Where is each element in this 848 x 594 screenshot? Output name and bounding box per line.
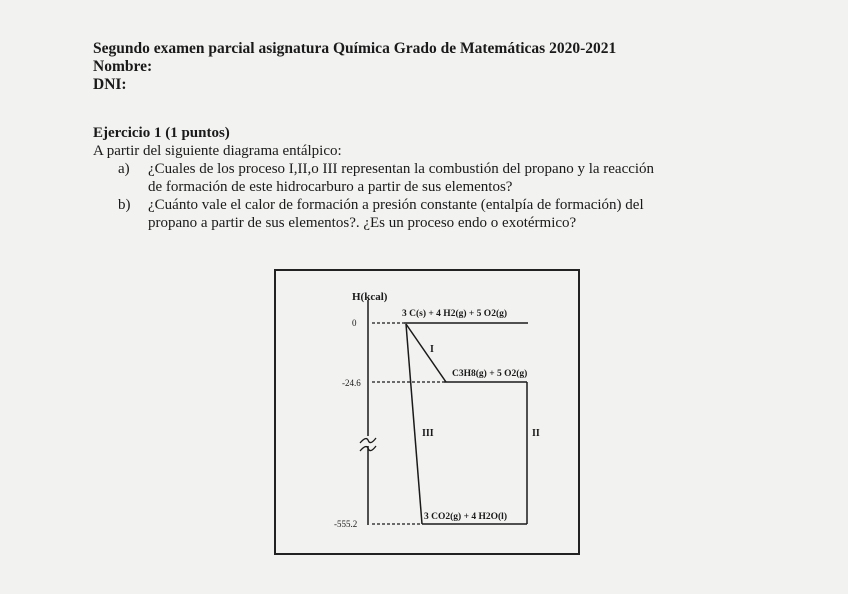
question-b-label: b) <box>118 197 131 213</box>
exam-title: Segundo examen parcial asignatura Química Grado de Matemáticas 2020-2021 <box>93 40 617 57</box>
level-0-value: 0 <box>352 318 357 328</box>
propane-species: C3H8(g) + 5 O2(g) <box>452 369 528 379</box>
products-species: 3 CO2(g) + 4 H2O(l) <box>424 512 507 522</box>
process-II-label: II <box>532 428 540 439</box>
question-a-line1: ¿Cuales de los proceso I,II,o III representan la combustión del propano y la reacción <box>148 161 655 177</box>
axis-label: H(kcal) <box>352 291 388 303</box>
process-III-label: III <box>422 428 434 439</box>
process-I-line <box>406 324 446 382</box>
reactants-species: 3 C(s) + 4 H2(g) + 5 O2(g) <box>402 309 508 319</box>
question-a-label: a) <box>118 161 130 177</box>
level-propane-value: -24.6 <box>342 378 361 388</box>
process-I-label: I <box>430 344 434 355</box>
dni-label: DNI: <box>93 76 127 93</box>
process-III-line <box>406 324 422 524</box>
question-b-line1: ¿Cuánto vale el calor de formación a presión constante (entalpía de formación) del <box>148 197 644 213</box>
exercise-title: Ejercicio 1 (1 puntos) <box>93 125 230 141</box>
question-a-line2: de formación de este hidrocarburo a partir de sus elementos? <box>148 179 513 195</box>
exercise-intro: A partir del siguiente diagrama entálpico: <box>93 143 342 159</box>
level-products-value: -555.2 <box>334 519 358 529</box>
question-b-line2: propano a partir de sus elementos?. ¿Es un proceso endo o exotérmico? <box>148 215 577 231</box>
name-label: Nombre: <box>93 58 153 75</box>
axis-break-mark <box>360 438 376 443</box>
